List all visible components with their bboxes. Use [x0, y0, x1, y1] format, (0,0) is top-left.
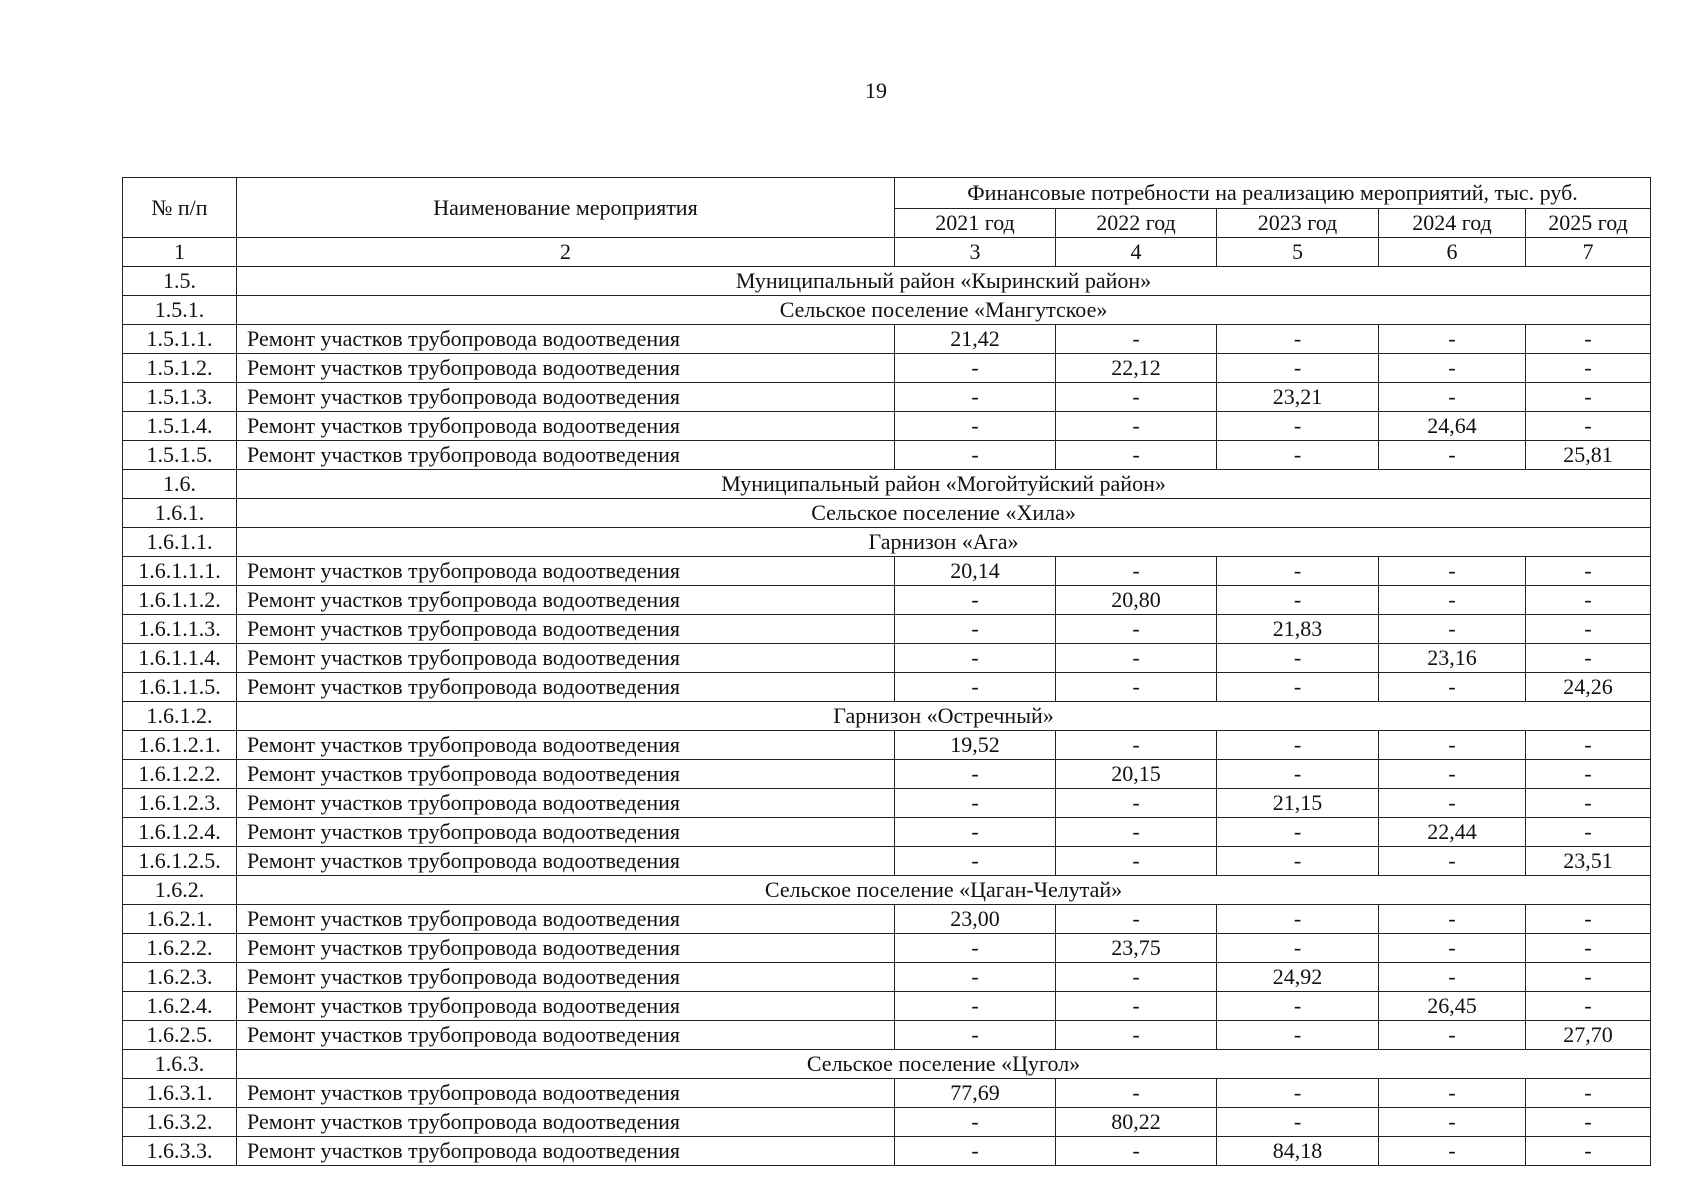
value-cell: 23,51 — [1526, 847, 1651, 876]
value-cell: - — [1217, 1079, 1379, 1108]
column-number: 2 — [237, 238, 895, 267]
page-number: 19 — [865, 78, 887, 103]
row-number: 1.6.2.4. — [123, 992, 237, 1021]
value-cell: - — [1526, 905, 1651, 934]
item-name: Ремонт участков трубопровода водоотведения — [237, 557, 895, 586]
value-cell: 20,80 — [1056, 586, 1217, 615]
value-cell: - — [1217, 934, 1379, 963]
header-name: Наименование мероприятия — [237, 178, 895, 238]
value-cell: - — [1217, 818, 1379, 847]
header-year: 2023 год — [1217, 209, 1379, 238]
table-row — [123, 441, 1651, 470]
value-cell: - — [1526, 731, 1651, 760]
value-cell: - — [895, 934, 1056, 963]
table-row — [123, 847, 1651, 876]
value-cell: - — [1217, 1021, 1379, 1050]
value-cell: - — [1056, 1137, 1217, 1166]
row-number: 1.5.1.4. — [123, 412, 237, 441]
section-title: Гарнизон «Остречный» — [237, 702, 1651, 731]
table-row — [123, 934, 1651, 963]
row-number: 1.6.2.3. — [123, 963, 237, 992]
row-number: 1.5.1.2. — [123, 354, 237, 383]
value-cell: - — [1526, 963, 1651, 992]
value-cell: - — [1056, 1079, 1217, 1108]
value-cell: - — [1379, 354, 1526, 383]
value-cell: - — [1526, 818, 1651, 847]
value-cell: 26,45 — [1379, 992, 1526, 1021]
section-title: Сельское поселение «Цаган-Челутай» — [237, 876, 1651, 905]
section-title: Сельское поселение «Цугол» — [237, 1050, 1651, 1079]
value-cell: - — [1526, 325, 1651, 354]
value-cell: - — [895, 673, 1056, 702]
item-name: Ремонт участков трубопровода водоотведения — [237, 731, 895, 760]
value-cell: - — [1056, 818, 1217, 847]
value-cell: - — [895, 818, 1056, 847]
value-cell: - — [1056, 615, 1217, 644]
row-number: 1.6.2.1. — [123, 905, 237, 934]
value-cell: - — [895, 963, 1056, 992]
row-number: 1.6.1.2.3. — [123, 789, 237, 818]
item-name: Ремонт участков трубопровода водоотведения — [237, 1021, 895, 1050]
row-number: 1.5.1.3. — [123, 383, 237, 412]
item-name: Ремонт участков трубопровода водоотведения — [237, 383, 895, 412]
section-row — [123, 470, 1651, 499]
item-name: Ремонт участков трубопровода водоотведения — [237, 354, 895, 383]
value-cell: - — [1056, 731, 1217, 760]
value-cell: 24,26 — [1526, 673, 1651, 702]
value-cell: - — [1526, 354, 1651, 383]
value-cell: 24,64 — [1379, 412, 1526, 441]
section-row — [123, 702, 1651, 731]
row-number: 1.6.1.1.1. — [123, 557, 237, 586]
row-number: 1.6.1.1.3. — [123, 615, 237, 644]
section-row — [123, 1050, 1651, 1079]
value-cell: - — [1379, 1137, 1526, 1166]
row-number: 1.6.1.2.2. — [123, 760, 237, 789]
value-cell: - — [1526, 644, 1651, 673]
value-cell: - — [895, 354, 1056, 383]
value-cell: - — [1056, 905, 1217, 934]
row-number: 1.5.1.1. — [123, 325, 237, 354]
value-cell: - — [1217, 557, 1379, 586]
row-number: 1.6.1. — [123, 499, 237, 528]
value-cell: - — [1379, 1079, 1526, 1108]
value-cell: - — [1056, 1021, 1217, 1050]
table-row — [123, 354, 1651, 383]
item-name: Ремонт участков трубопровода водоотведения — [237, 615, 895, 644]
row-number: 1.6.1.2.5. — [123, 847, 237, 876]
value-cell: - — [1379, 1021, 1526, 1050]
value-cell: - — [1379, 383, 1526, 412]
row-number: 1.6.3.1. — [123, 1079, 237, 1108]
value-cell: - — [1217, 847, 1379, 876]
value-cell: - — [895, 412, 1056, 441]
value-cell: 25,81 — [1526, 441, 1651, 470]
value-cell: - — [895, 441, 1056, 470]
value-cell: - — [1379, 325, 1526, 354]
value-cell: - — [1056, 383, 1217, 412]
value-cell: - — [1056, 963, 1217, 992]
section-title: Гарнизон «Ага» — [237, 528, 1651, 557]
row-number: 1.6.3. — [123, 1050, 237, 1079]
value-cell: - — [1217, 325, 1379, 354]
value-cell: - — [895, 1108, 1056, 1137]
row-number: 1.5.1.5. — [123, 441, 237, 470]
row-number: 1.6. — [123, 470, 237, 499]
table-row — [123, 1021, 1651, 1050]
table-body — [123, 267, 1651, 1166]
row-number: 1.5.1. — [123, 296, 237, 325]
header-num: № п/п — [123, 178, 237, 238]
value-cell: 21,42 — [895, 325, 1056, 354]
value-cell: - — [1526, 383, 1651, 412]
value-cell: - — [1217, 760, 1379, 789]
value-cell: - — [895, 383, 1056, 412]
value-cell: - — [1056, 847, 1217, 876]
value-cell: - — [1379, 789, 1526, 818]
value-cell: 84,18 — [1217, 1137, 1379, 1166]
header-year: 2022 год — [1056, 209, 1217, 238]
value-cell: - — [1526, 412, 1651, 441]
item-name: Ремонт участков трубопровода водоотведения — [237, 1137, 895, 1166]
header-finance: Финансовые потребности на реализацию мероприятий, тыс. руб. — [895, 178, 1651, 209]
section-title: Сельское поселение «Хила» — [237, 499, 1651, 528]
value-cell: - — [895, 847, 1056, 876]
value-cell: - — [1217, 731, 1379, 760]
value-cell: - — [895, 1137, 1056, 1166]
item-name: Ремонт участков трубопровода водоотведения — [237, 963, 895, 992]
value-cell: 23,75 — [1056, 934, 1217, 963]
value-cell: - — [1379, 934, 1526, 963]
item-name: Ремонт участков трубопровода водоотведения — [237, 1079, 895, 1108]
item-name: Ремонт участков трубопровода водоотведения — [237, 934, 895, 963]
table-row — [123, 1137, 1651, 1166]
value-cell: - — [1056, 557, 1217, 586]
column-number: 3 — [895, 238, 1056, 267]
item-name: Ремонт участков трубопровода водоотведения — [237, 325, 895, 354]
row-number: 1.6.1.1.4. — [123, 644, 237, 673]
section-row — [123, 499, 1651, 528]
value-cell: - — [1217, 441, 1379, 470]
item-name: Ремонт участков трубопровода водоотведения — [237, 760, 895, 789]
table-row — [123, 673, 1651, 702]
table-row — [123, 963, 1651, 992]
value-cell: - — [1379, 586, 1526, 615]
item-name: Ремонт участков трубопровода водоотведения — [237, 644, 895, 673]
value-cell: 22,12 — [1056, 354, 1217, 383]
value-cell: - — [1217, 586, 1379, 615]
item-name: Ремонт участков трубопровода водоотведения — [237, 992, 895, 1021]
value-cell: - — [1217, 673, 1379, 702]
value-cell: - — [1379, 615, 1526, 644]
value-cell: - — [1217, 905, 1379, 934]
table-row — [123, 760, 1651, 789]
value-cell: - — [895, 760, 1056, 789]
row-number: 1.6.1.2. — [123, 702, 237, 731]
table-row — [123, 586, 1651, 615]
table-row — [123, 644, 1651, 673]
column-number: 4 — [1056, 238, 1217, 267]
table-row — [123, 731, 1651, 760]
value-cell: - — [1526, 1079, 1651, 1108]
value-cell: 23,16 — [1379, 644, 1526, 673]
table-row — [123, 1079, 1651, 1108]
value-cell: - — [895, 644, 1056, 673]
value-cell: - — [1056, 992, 1217, 1021]
value-cell: 23,21 — [1217, 383, 1379, 412]
value-cell: - — [1217, 412, 1379, 441]
value-cell: 24,92 — [1217, 963, 1379, 992]
item-name: Ремонт участков трубопровода водоотведения — [237, 847, 895, 876]
value-cell: - — [1379, 760, 1526, 789]
row-number: 1.6.1.2.4. — [123, 818, 237, 847]
section-row — [123, 267, 1651, 296]
value-cell: - — [1056, 325, 1217, 354]
value-cell: - — [1526, 992, 1651, 1021]
row-number: 1.6.2.2. — [123, 934, 237, 963]
table-row — [123, 325, 1651, 354]
value-cell: - — [1379, 441, 1526, 470]
section-row — [123, 528, 1651, 557]
header-year: 2024 год — [1379, 209, 1526, 238]
section-row — [123, 876, 1651, 905]
item-name: Ремонт участков трубопровода водоотведения — [237, 673, 895, 702]
value-cell: - — [1056, 412, 1217, 441]
value-cell: - — [1217, 644, 1379, 673]
row-number: 1.6.3.2. — [123, 1108, 237, 1137]
item-name: Ремонт участков трубопровода водоотведения — [237, 905, 895, 934]
value-cell: - — [895, 992, 1056, 1021]
value-cell: 21,83 — [1217, 615, 1379, 644]
item-name: Ремонт участков трубопровода водоотведения — [237, 441, 895, 470]
value-cell: - — [1526, 586, 1651, 615]
value-cell: - — [1379, 673, 1526, 702]
header-year: 2021 год — [895, 209, 1056, 238]
value-cell: - — [1379, 905, 1526, 934]
item-name: Ремонт участков трубопровода водоотведения — [237, 1108, 895, 1137]
value-cell: 27,70 — [1526, 1021, 1651, 1050]
value-cell: - — [895, 789, 1056, 818]
section-title: Муниципальный район «Могойтуйский район» — [237, 470, 1651, 499]
value-cell: - — [1056, 644, 1217, 673]
section-row — [123, 296, 1651, 325]
value-cell: - — [1379, 963, 1526, 992]
column-number: 1 — [123, 238, 237, 267]
row-number: 1.6.1.1.2. — [123, 586, 237, 615]
financial-table — [122, 177, 1651, 1166]
value-cell: - — [1056, 441, 1217, 470]
table-row — [123, 789, 1651, 818]
column-number: 7 — [1526, 238, 1651, 267]
value-cell: - — [1379, 557, 1526, 586]
section-title: Сельское поселение «Мангутское» — [237, 296, 1651, 325]
value-cell: - — [1217, 992, 1379, 1021]
item-name: Ремонт участков трубопровода водоотведения — [237, 818, 895, 847]
value-cell: 77,69 — [895, 1079, 1056, 1108]
value-cell: 21,15 — [1217, 789, 1379, 818]
value-cell: 23,00 — [895, 905, 1056, 934]
row-number: 1.6.1.1. — [123, 528, 237, 557]
section-title: Муниципальный район «Кыринский район» — [237, 267, 1651, 296]
table-row — [123, 615, 1651, 644]
value-cell: 20,15 — [1056, 760, 1217, 789]
value-cell: - — [1056, 673, 1217, 702]
value-cell: 20,14 — [895, 557, 1056, 586]
table-row — [123, 1108, 1651, 1137]
value-cell: - — [1526, 1108, 1651, 1137]
value-cell: 80,22 — [1056, 1108, 1217, 1137]
header-year: 2025 год — [1526, 209, 1651, 238]
value-cell: - — [895, 1021, 1056, 1050]
table-row — [123, 412, 1651, 441]
table-row — [123, 383, 1651, 412]
table-header — [123, 178, 1651, 267]
value-cell: - — [1379, 847, 1526, 876]
row-number: 1.6.1.1.5. — [123, 673, 237, 702]
value-cell: 22,44 — [1379, 818, 1526, 847]
value-cell: - — [1217, 1108, 1379, 1137]
value-cell: - — [895, 615, 1056, 644]
row-number: 1.6.2. — [123, 876, 237, 905]
value-cell: - — [1526, 789, 1651, 818]
item-name: Ремонт участков трубопровода водоотведения — [237, 789, 895, 818]
item-name: Ремонт участков трубопровода водоотведения — [237, 412, 895, 441]
value-cell: - — [1056, 789, 1217, 818]
column-number: 5 — [1217, 238, 1379, 267]
row-number: 1.6.3.3. — [123, 1137, 237, 1166]
row-number: 1.6.2.5. — [123, 1021, 237, 1050]
value-cell: - — [895, 586, 1056, 615]
value-cell: - — [1526, 557, 1651, 586]
row-number: 1.6.1.2.1. — [123, 731, 237, 760]
value-cell: - — [1379, 1108, 1526, 1137]
value-cell: - — [1379, 731, 1526, 760]
table-row — [123, 818, 1651, 847]
table-row — [123, 905, 1651, 934]
table-row — [123, 992, 1651, 1021]
value-cell: - — [1217, 354, 1379, 383]
row-number: 1.5. — [123, 267, 237, 296]
column-number: 6 — [1379, 238, 1526, 267]
value-cell: - — [1526, 1137, 1651, 1166]
value-cell: 19,52 — [895, 731, 1056, 760]
value-cell: - — [1526, 615, 1651, 644]
item-name: Ремонт участков трубопровода водоотведения — [237, 586, 895, 615]
value-cell: - — [1526, 760, 1651, 789]
value-cell: - — [1526, 934, 1651, 963]
table-row — [123, 557, 1651, 586]
